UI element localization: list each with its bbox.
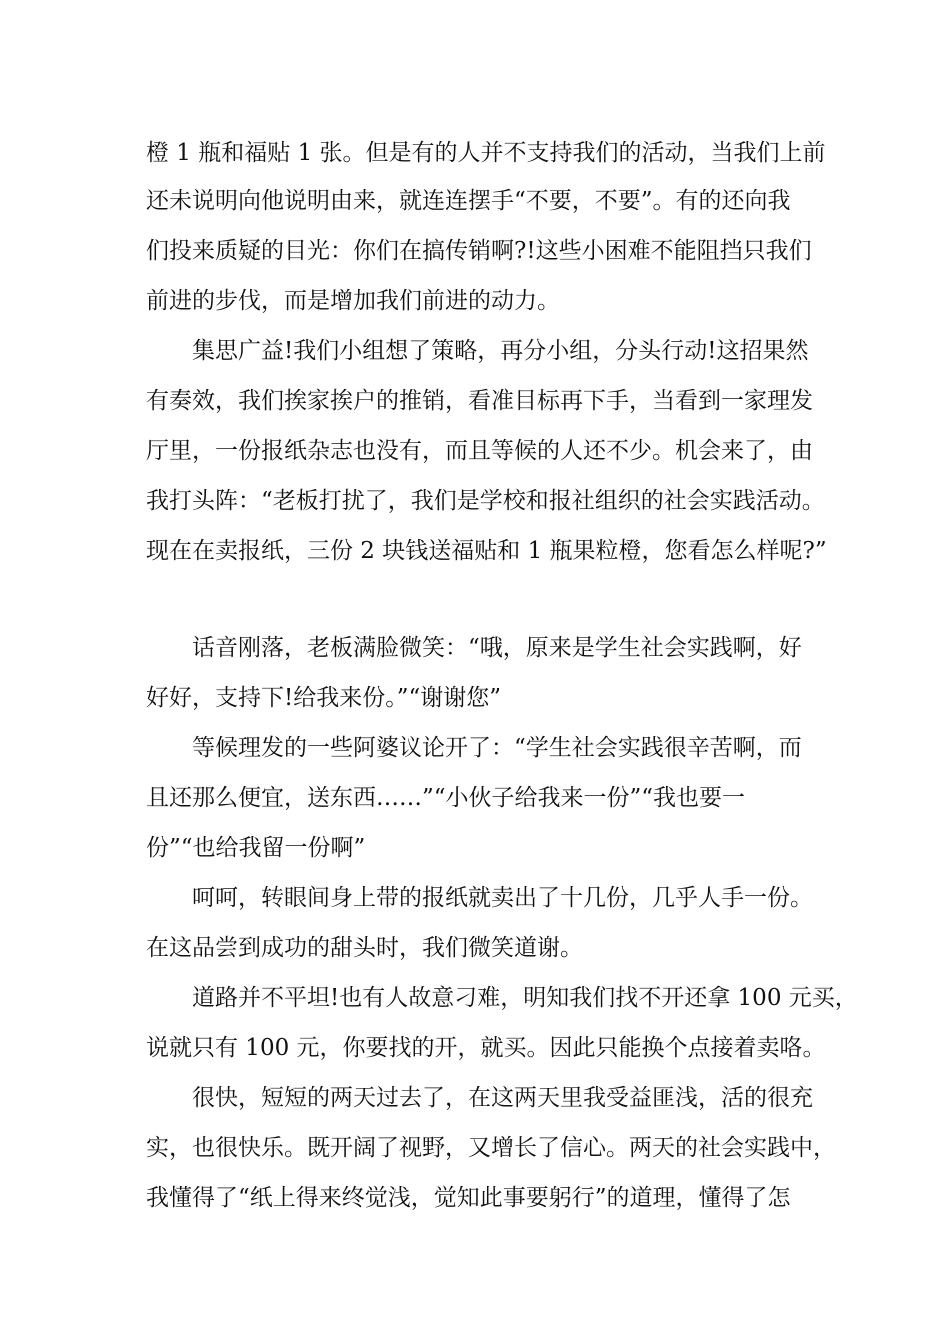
text-line: 现在在卖报纸，三份 2 块钱送福贴和 1 瓶果粒橙，您看怎么样呢?” [146,538,827,564]
text-line: 说就只有 100 元，你要找的开，就买。因此只能换个点接着卖咯。 [146,1035,826,1061]
paragraph-start-line: 道路并不平坦!也有人故意刁难，明知我们找不开还拿 100 元买， [192,985,858,1011]
text-line: 厅里，一份报纸杂志也没有，而且等候的人还不少。机会来了，由 [146,438,813,464]
text-line: 实，也很快乐。既开阔了视野，又增长了信心。两天的社会实践中， [146,1135,836,1161]
text-line: 好好，支持下!给我来份。”“谢谢您” [146,685,502,711]
paragraph-start-line: 很快，短短的两天过去了，在这两天里我受益匪浅，活的很充 [192,1085,813,1111]
text-line: 份”“也给我留一份啊” [146,835,366,861]
paragraph-start-line: 话音刚落，老板满脸微笑：“哦，原来是学生社会实践啊，好 [192,635,802,661]
text-line: 橙 1 瓶和福贴 1 张。但是有的人并不支持我们的活动，当我们上前 [146,140,826,166]
paragraph-start-line: 等候理发的一些阿婆议论开了：“学生社会实践很辛苦啊，而 [192,735,802,761]
text-line: 在这品尝到成功的甜头时，我们微笑道谢。 [146,935,583,961]
text-line: 我打头阵：“老板打扰了，我们是学校和报社组织的社会实践活动。 [146,488,825,514]
paragraph-start-line: 集思广益!我们小组想了策略，再分小组，分头行动!这招果然 [192,338,809,364]
text-line: 们投来质疑的目光：你们在搞传销啊?!这些小困难不能阻挡只我们 [146,238,812,264]
text-line: 有奏效，我们挨家挨户的推销，看准目标再下手，当看到一家理发 [146,388,813,414]
paragraph-start-line: 呵呵，转眼间身上带的报纸就卖出了十几份，几乎人手一份。 [192,885,813,911]
text-line: 还未说明向他说明由来，就连连摆手“不要，不要”。有的还向我 [146,188,791,214]
text-line: 且还那么便宜，送东西……”“小伙子给我来一份”“我也要一 [146,785,746,811]
text-line: 我懂得了“纸上得来终觉浅，觉知此事要躬行”的道理，懂得了怎 [146,1185,791,1211]
text-line: 前进的步伐，而是增加我们前进的动力。 [146,288,560,314]
